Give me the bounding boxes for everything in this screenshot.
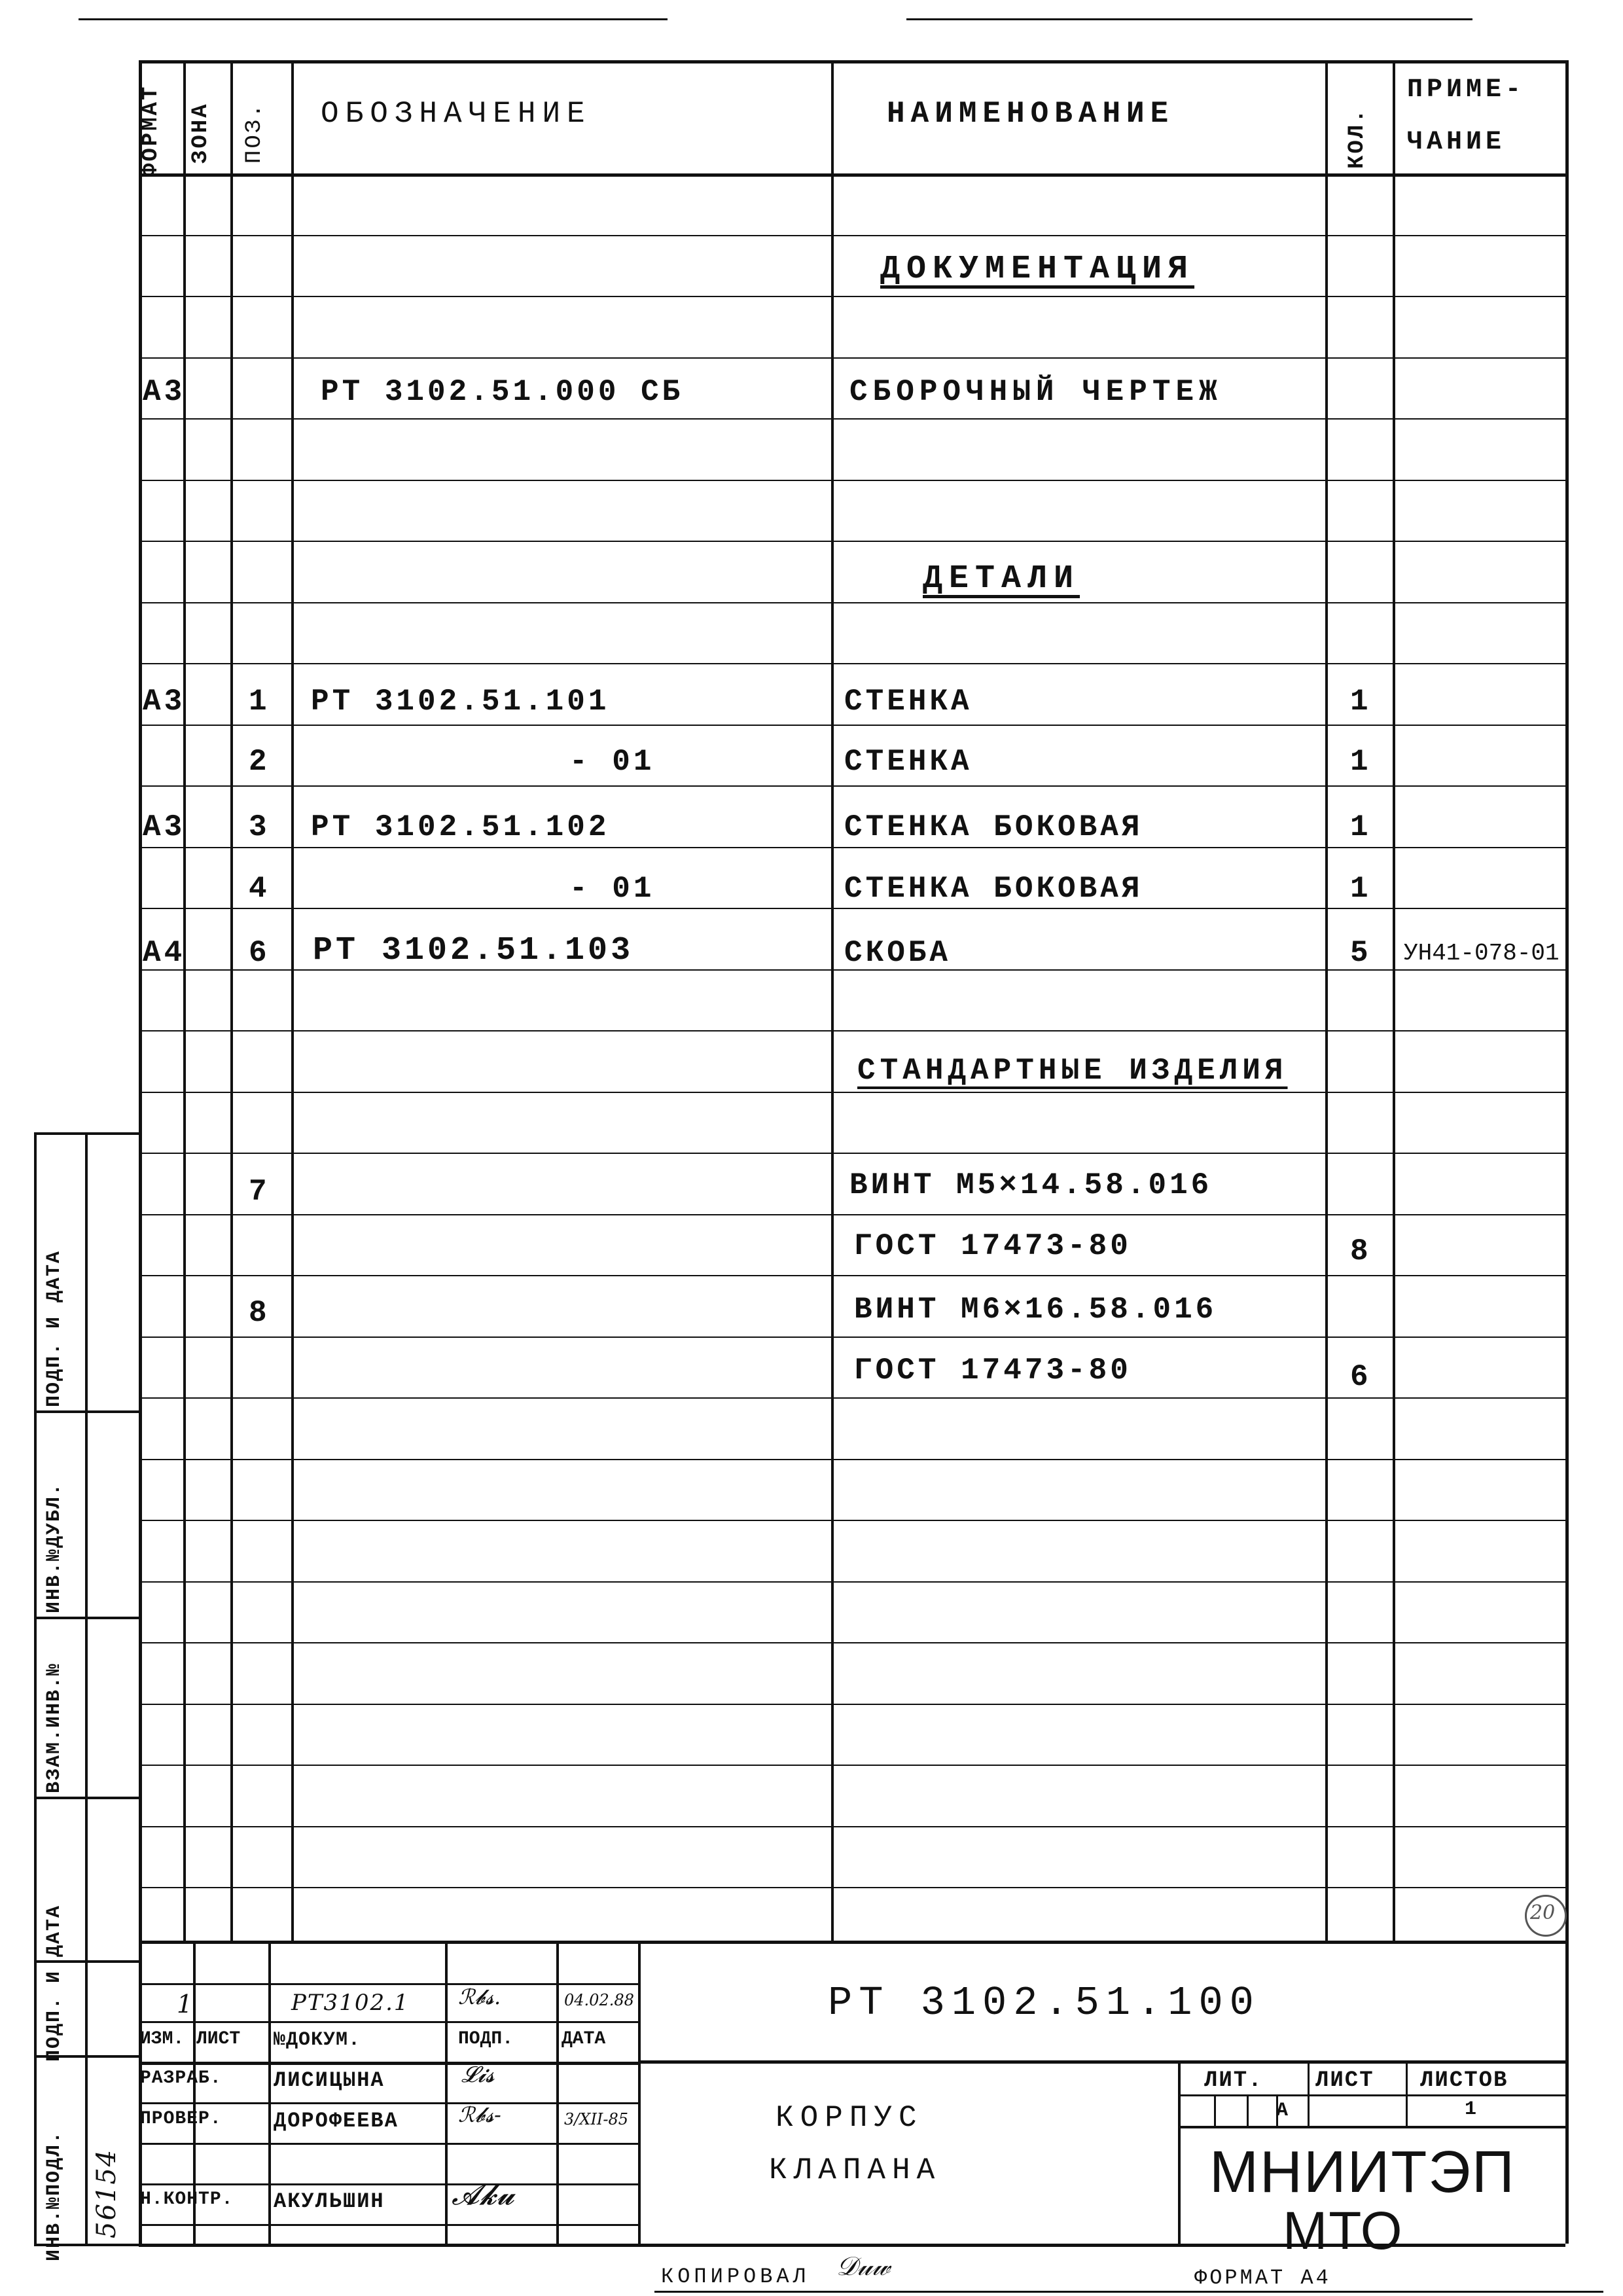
row-name: СТЕНКА БОКОВАЯ	[844, 872, 1143, 906]
row-name: ВИНТ М5×14.58.016	[849, 1168, 1213, 1202]
col-ndok: №ДОКУМ.	[274, 2029, 361, 2051]
row-pos: 4	[249, 872, 270, 906]
row-pos: 7	[249, 1175, 270, 1209]
column-line	[183, 60, 186, 1941]
row-pos: 6	[249, 936, 270, 970]
footer-copied: КОПИРОВАЛ	[661, 2265, 810, 2289]
header-note-1: ПРИМЕ-	[1407, 75, 1525, 105]
margin-line	[34, 1132, 139, 1135]
section-documentation: ДОКУМЕНТАЦИЯ	[880, 251, 1195, 288]
row-line	[139, 418, 1565, 420]
row-line	[139, 1275, 1565, 1276]
page-stamp-number: 20	[1530, 1901, 1556, 1924]
column-line	[291, 60, 294, 1941]
document-designation: РТ 3102.51.100	[828, 1980, 1260, 2026]
row-qty: 1	[1350, 685, 1372, 719]
title-row-line	[139, 1983, 638, 1985]
title-col-line	[1308, 2060, 1310, 2126]
row-qty: 1	[1350, 810, 1372, 844]
nkontr-name: АКУЛЬШИН	[274, 2189, 385, 2214]
header-bottom-line	[139, 173, 1565, 177]
margin-line	[85, 1132, 88, 2244]
margin-line	[34, 1797, 139, 1799]
row-line	[139, 1153, 1565, 1154]
row-line	[139, 1030, 1565, 1031]
header-zone: ЗОНА	[188, 102, 213, 164]
change-num: 1	[177, 1990, 194, 2018]
header-designation: ОБОЗНАЧЕНИЕ	[321, 97, 592, 131]
top-edge-line	[906, 18, 1472, 20]
frame-left	[139, 60, 142, 2244]
row-line	[139, 663, 1565, 664]
row-line	[139, 1642, 1565, 1643]
title-col-line	[1247, 2094, 1249, 2126]
row-pos: 1	[249, 685, 270, 719]
row-name: СТЕНКА	[844, 685, 972, 719]
row-name: СТЕНКА	[844, 745, 972, 779]
title-col-line	[1406, 2060, 1408, 2126]
row-pos: 3	[249, 810, 270, 844]
header-format: ФОРМАТ	[139, 84, 164, 177]
row-line	[139, 785, 1565, 787]
title-col-line	[268, 1941, 271, 2244]
header-pos: ПОЗ.	[242, 102, 267, 164]
title-line-1: КОРПУС	[776, 2101, 923, 2135]
row-designation: РТ 3102.51.102	[311, 810, 610, 844]
signature-razrab: 𝓛𝓲𝓼	[461, 2062, 495, 2088]
change-doc: РТ3102.1	[291, 1990, 410, 2016]
prover-name: ДОРОФЕЕВА	[274, 2109, 399, 2133]
row-designation: РТ 3102.51.000 СБ	[321, 375, 684, 409]
frame-top	[139, 60, 1565, 63]
title-col-line	[556, 1941, 559, 2244]
row-qty: 1	[1350, 872, 1372, 906]
title-row-line	[139, 2183, 638, 2185]
organization-line-1: МНИИТЭП	[1209, 2140, 1516, 2205]
col-data: ДАТА	[562, 2029, 606, 2049]
row-line	[139, 541, 1565, 542]
row-line	[139, 908, 1565, 909]
column-line	[230, 60, 233, 1941]
row-line	[139, 1459, 1565, 1460]
row-name: ГОСТ 17473-80	[854, 1229, 1132, 1263]
row-line	[139, 1397, 1565, 1399]
title-col-line	[1178, 2060, 1181, 2244]
row-format: А3	[143, 685, 186, 719]
row-line	[139, 296, 1565, 297]
title-row-line	[139, 2102, 638, 2104]
row-line	[139, 1704, 1565, 1705]
row-line	[139, 235, 1565, 236]
razrab-label: РАЗРАБ.	[140, 2068, 222, 2089]
row-pos: 8	[249, 1296, 270, 1330]
section-standard: СТАНДАРТНЫЕ ИЗДЕЛИЯ	[857, 1054, 1288, 1088]
prover-date: 3/XII-85	[564, 2110, 629, 2128]
signature-nkontr: 𝓐𝓴𝓾	[452, 2178, 514, 2212]
row-designation: - 01	[569, 872, 655, 906]
header-qty: КОЛ.	[1345, 107, 1370, 169]
col-izm: ИЗМ.	[140, 2029, 185, 2049]
title-col-line	[1214, 2094, 1216, 2126]
header-note-2: ЧАНИЕ	[1407, 128, 1506, 157]
row-designation: - 01	[569, 745, 655, 779]
col-podp: ПОДП.	[458, 2029, 514, 2049]
row-line	[139, 725, 1565, 726]
title-col-line	[445, 1941, 448, 2244]
row-qty: 1	[1350, 745, 1372, 779]
signature-change: ℛ𝓫𝓼.	[458, 1984, 501, 2009]
row-format: А4	[143, 936, 186, 970]
row-line	[139, 1765, 1565, 1766]
row-name: СТЕНКА БОКОВАЯ	[844, 810, 1143, 844]
margin-line	[34, 1617, 139, 1619]
margin-vzam-inv: ВЗАМ.ИНВ.№	[43, 1662, 65, 1793]
title-row-line	[139, 2224, 638, 2226]
row-format: А3	[143, 810, 186, 844]
row-line	[139, 1214, 1565, 1215]
row-format: А3	[143, 375, 186, 409]
title-row-line	[139, 2021, 638, 2023]
row-line	[139, 1887, 1565, 1888]
title-row-line	[139, 2062, 638, 2065]
listov-value: 1	[1465, 2098, 1478, 2121]
row-qty: 5	[1350, 936, 1372, 970]
row-name: ГОСТ 17473-80	[854, 1354, 1132, 1388]
row-note: УН41-078-01	[1404, 940, 1560, 967]
title-row-line	[1178, 2094, 1565, 2096]
nkontr-label: Н.КОНТР.	[140, 2189, 234, 2210]
row-line	[139, 1826, 1565, 1827]
row-line	[139, 480, 1565, 481]
footer-line	[654, 2291, 1603, 2293]
top-edge-line	[79, 18, 668, 20]
title-block-mid	[638, 2060, 1565, 2064]
column-line	[1325, 60, 1328, 1941]
margin-inv-podl: ИНВ.№ПОДЛ.	[43, 2130, 65, 2261]
lit-value: А	[1276, 2100, 1290, 2122]
column-line	[831, 60, 834, 1941]
listov-label: ЛИСТОВ	[1420, 2068, 1508, 2093]
list-label: ЛИСТ	[1315, 2068, 1374, 2093]
header-name: НАИМЕНОВАНИЕ	[887, 97, 1175, 131]
row-line	[139, 602, 1565, 603]
title-row-line	[1178, 2126, 1565, 2128]
margin-line	[34, 1132, 37, 2244]
title-col-line	[638, 1941, 641, 2244]
signature-prover: ℛ𝓫𝓼-	[458, 2102, 501, 2127]
lit-label: ЛИТ.	[1204, 2068, 1263, 2093]
signature-copied: 𝒟𝓊𝓌	[836, 2251, 891, 2282]
title-line-2: КЛАПАНА	[769, 2153, 942, 2187]
row-line	[139, 357, 1565, 359]
row-designation: РТ 3102.51.101	[311, 685, 610, 719]
row-line	[139, 1336, 1565, 1338]
col-list: ЛИСТ	[196, 2029, 241, 2049]
footer-format: ФОРМАТ А4	[1194, 2266, 1331, 2290]
change-date: 04.02.88	[564, 1991, 634, 2009]
razrab-name: ЛИСИЦЫНА	[274, 2068, 385, 2092]
margin-line	[34, 1410, 139, 1413]
prover-label: ПРОВЕР.	[140, 2109, 222, 2129]
margin-podp-data-1: ПОДП. И ДАТА	[43, 1904, 65, 2062]
row-qty: 8	[1350, 1234, 1372, 1268]
row-name: ВИНТ М6×16.58.016	[854, 1293, 1217, 1327]
row-line	[139, 847, 1565, 848]
margin-inv-number: 56154	[92, 2148, 122, 2238]
row-name: СКОБА	[844, 936, 952, 970]
row-qty: 6	[1350, 1360, 1372, 1394]
column-line	[1393, 60, 1395, 1941]
organization-line-2: МТО	[1283, 2201, 1404, 2261]
title-row-line	[139, 2143, 638, 2145]
row-name: СБОРОЧНЫЙ ЧЕРТЕЖ	[849, 375, 1222, 409]
row-line	[139, 1581, 1565, 1583]
margin-podp-data-2: ПОДП. И ДАТА	[43, 1249, 65, 1407]
margin-inv-dubl: ИНВ.№ДУБЛ.	[43, 1482, 65, 1613]
row-line	[139, 1520, 1565, 1521]
row-designation: РТ 3102.51.103	[313, 932, 634, 969]
row-line	[139, 1092, 1565, 1093]
row-pos: 2	[249, 745, 270, 779]
title-block-top	[139, 1941, 1565, 1944]
section-parts: ДЕТАЛИ	[923, 560, 1080, 598]
